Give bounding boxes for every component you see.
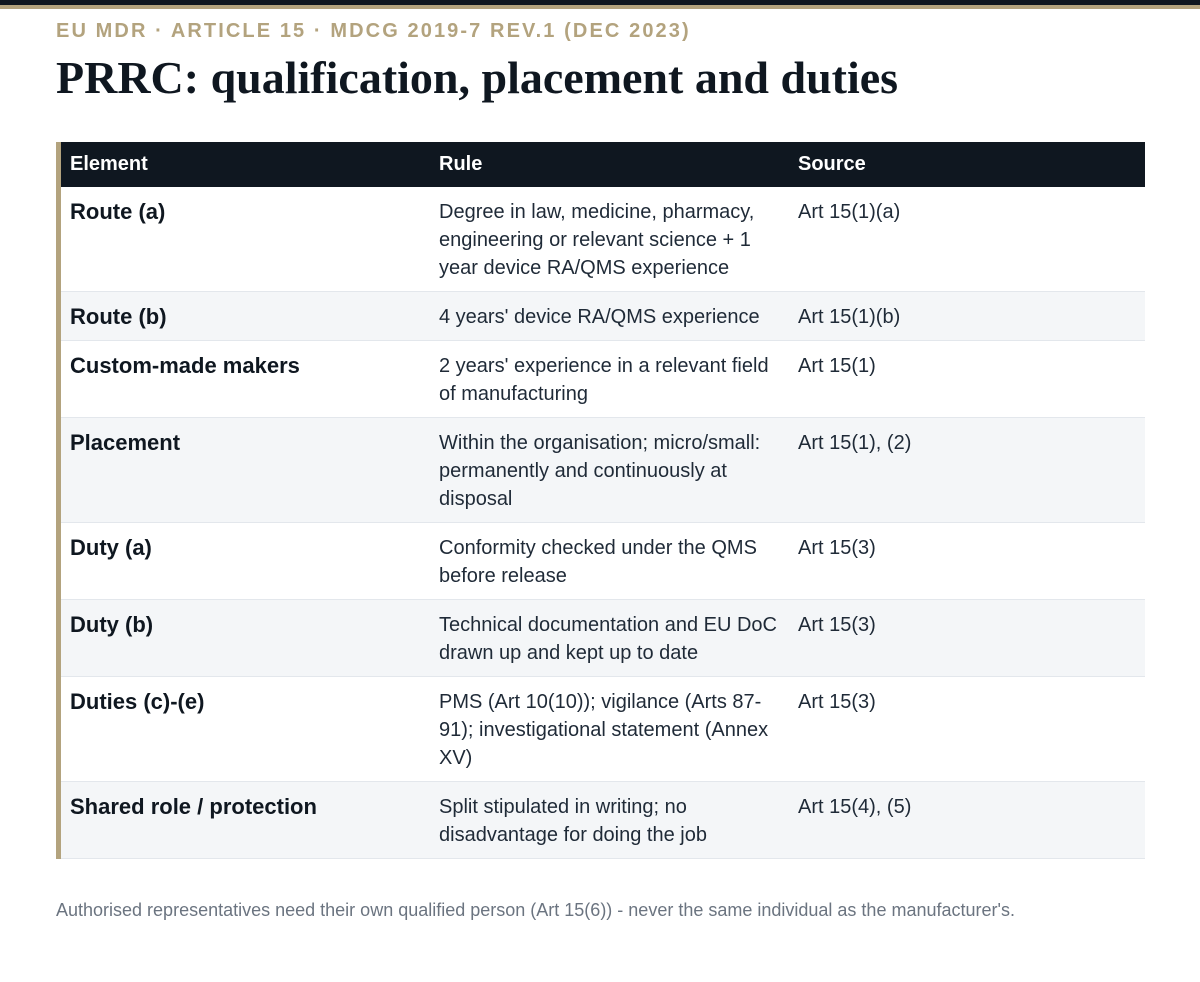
cell-source: Art 15(3) [789, 600, 1145, 677]
table-row [61, 418, 1145, 523]
prrc-table-container [56, 142, 1150, 859]
footnote: Authorised representatives need their own qualified person (Art 15(6)) - never the same individual as the manufacturer's. [56, 900, 1015, 920]
cell-element: Route (b) [61, 292, 430, 341]
table-header [61, 142, 1145, 187]
top-rule-accent [0, 5, 1200, 9]
cell-source: Art 15(1), (2) [789, 418, 1145, 523]
cell-rule: Technical documentation and EU DoC drawn up and kept up to date [430, 600, 789, 677]
table-row [61, 600, 1145, 677]
cell-source: Art 15(1) [789, 341, 1145, 418]
table-body [61, 187, 1145, 859]
prrc-table [61, 142, 1145, 859]
table-row [61, 523, 1145, 600]
cell-rule: Degree in law, medicine, pharmacy, engineering or relevant science + 1 year device RA/QMS experience [430, 187, 789, 292]
page-title: PRRC: qualification, placement and duties [56, 52, 899, 103]
cell-element: Shared role / protection [61, 782, 430, 859]
cell-element: Duty (a) [61, 523, 430, 600]
table-row [61, 187, 1145, 292]
cell-rule: PMS (Art 10(10)); vigilance (Arts 87-91); investigational statement (Annex XV) [430, 677, 789, 782]
cell-element: Route (a) [61, 187, 430, 292]
eyebrow-label: EU MDR · ARTICLE 15 · MDCG 2019-7 REV.1 (DEC 2023) [56, 20, 691, 42]
column-header-element: Element [61, 142, 430, 187]
cell-source: Art 15(3) [789, 677, 1145, 782]
cell-source: Art 15(1)(a) [789, 187, 1145, 292]
table-row [61, 341, 1145, 418]
table-header-row [61, 142, 1145, 187]
cell-source: Art 15(4), (5) [789, 782, 1145, 859]
cell-element: Custom-made makers [61, 341, 430, 418]
table-row [61, 782, 1145, 859]
column-header-rule: Rule [430, 142, 789, 187]
cell-source: Art 15(1)(b) [789, 292, 1145, 341]
cell-rule: Within the organisation; micro/small: permanently and continuously at disposal [430, 418, 789, 523]
cell-rule: Conformity checked under the QMS before release [430, 523, 789, 600]
cell-rule: Split stipulated in writing; no disadvantage for doing the job [430, 782, 789, 859]
table-row [61, 677, 1145, 782]
cell-rule: 4 years' device RA/QMS experience [430, 292, 789, 341]
cell-element: Duties (c)-(e) [61, 677, 430, 782]
cell-element: Placement [61, 418, 430, 523]
column-header-source: Source [789, 142, 1145, 187]
cell-source: Art 15(3) [789, 523, 1145, 600]
cell-rule: 2 years' experience in a relevant field of manufacturing [430, 341, 789, 418]
cell-element: Duty (b) [61, 600, 430, 677]
table-row [61, 292, 1145, 341]
